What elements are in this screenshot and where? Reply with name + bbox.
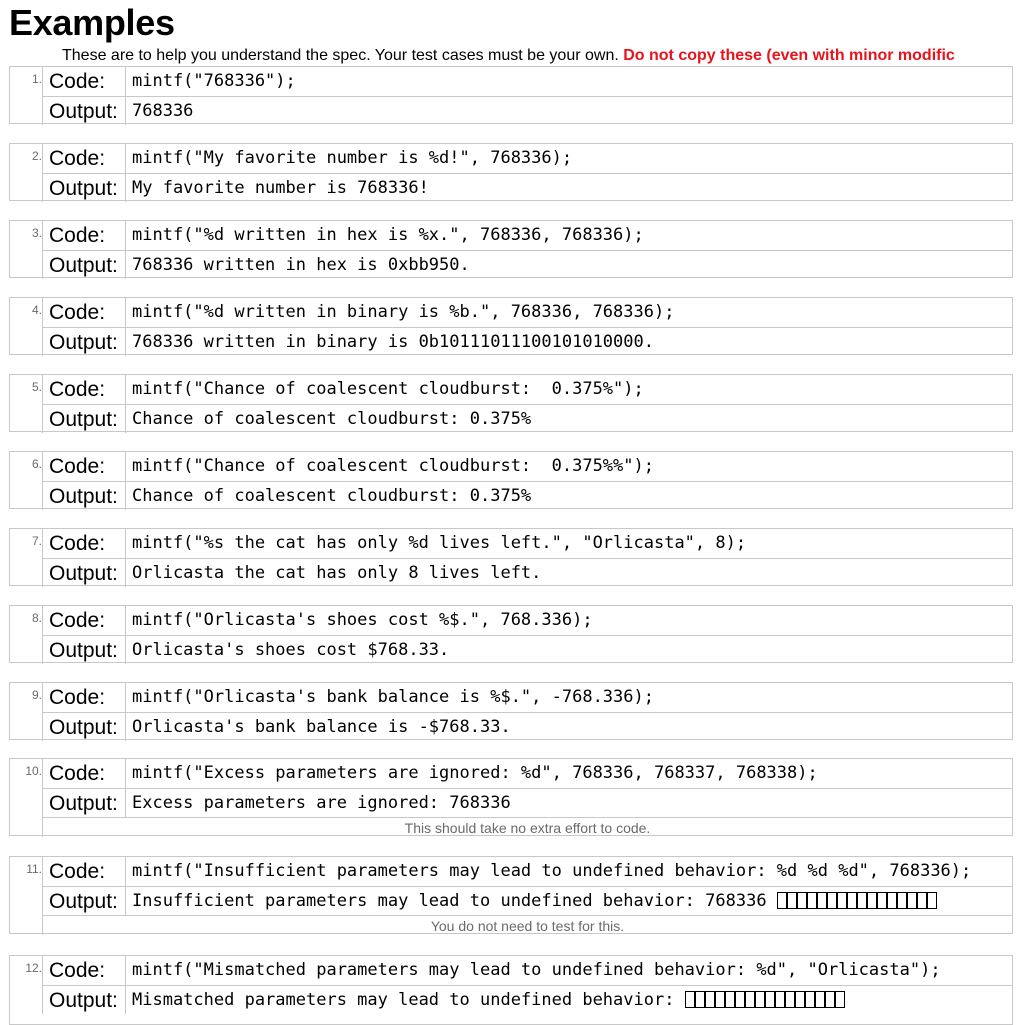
output-label: Output: (49, 177, 118, 200)
output-label: Output: (49, 100, 118, 123)
tofu-glyph-icon (857, 892, 867, 909)
output-value: My favorite number is 768336! (125, 174, 1012, 202)
code-row (42, 221, 1012, 250)
output-row (42, 96, 1012, 125)
tofu-glyph-icon (917, 892, 927, 909)
code-label: Code: (49, 686, 106, 709)
code-row (42, 759, 1012, 788)
code-value: mintf("Chance of coalescent cloudburst: 0.375%"); (125, 375, 1012, 404)
output-value (125, 986, 1012, 1014)
code-label: Code: (49, 224, 106, 247)
output-value: Chance of coalescent cloudburst: 0.375% (125, 482, 1012, 510)
intro-sentence: These are to help you understand the spec. Your test cases must be your own. (62, 47, 619, 64)
tofu-glyph-icon (817, 892, 827, 909)
example-number: 7. (31, 534, 42, 548)
code-row (42, 857, 1012, 886)
output-label: Output: (49, 562, 118, 585)
code-row (42, 452, 1012, 481)
example-note: This should take no extra effort to code. (42, 817, 1012, 837)
example-1 (9, 66, 1013, 124)
tofu-glyph-icon (837, 892, 847, 909)
tofu-glyph-icon (755, 991, 765, 1008)
intro-text (62, 46, 955, 66)
output-value: Orlicasta the cat has only 8 lives left. (125, 559, 1012, 587)
code-label: Code: (49, 609, 106, 632)
example-11 (9, 856, 1013, 934)
code-value: mintf("%d written in hex is %x.", 768336, 768336); (125, 221, 1012, 250)
tofu-glyph-icon (907, 892, 917, 909)
intro-warning: Do not copy these (even with minor modific (623, 47, 955, 64)
code-row (42, 606, 1012, 635)
page-title: Examples (9, 2, 175, 43)
code-row (42, 956, 1012, 985)
tofu-glyph-icon (887, 892, 897, 909)
output-row (42, 712, 1012, 741)
code-row (42, 67, 1012, 96)
code-label: Code: (49, 762, 106, 785)
tofu-glyph-icon (787, 892, 797, 909)
output-row (42, 558, 1012, 587)
example-4 (9, 297, 1013, 355)
example-number: 11. (26, 862, 42, 876)
tofu-glyph-icon (805, 991, 815, 1008)
output-label: Output: (49, 989, 118, 1012)
output-label: Output: (49, 716, 118, 739)
code-label: Code: (49, 301, 106, 324)
code-label: Code: (49, 860, 106, 883)
code-value: mintf("Excess parameters are ignored: %d", 768336, 768337, 768338); (125, 759, 1012, 788)
code-label: Code: (49, 959, 106, 982)
output-text: Insufficient parameters may lead to undefined behavior: 768336 (132, 891, 777, 911)
garbage-glyphs (777, 890, 937, 915)
tofu-glyph-icon (807, 892, 817, 909)
code-value: mintf("Chance of coalescent cloudburst: 0.375%%"); (125, 452, 1012, 481)
code-label: Code: (49, 532, 106, 555)
example-3 (9, 220, 1013, 278)
tofu-glyph-icon (765, 991, 775, 1008)
output-label: Output: (49, 639, 118, 662)
example-number: 9. (31, 688, 42, 702)
example-number: 10. (25, 764, 42, 778)
tofu-glyph-icon (795, 991, 805, 1008)
example-7 (9, 528, 1013, 586)
tofu-glyph-icon (897, 892, 907, 909)
tofu-glyph-icon (695, 991, 705, 1008)
tofu-glyph-icon (685, 991, 695, 1008)
tofu-glyph-icon (705, 991, 715, 1008)
output-value (125, 887, 1012, 915)
example-number: 2. (31, 149, 42, 163)
output-value: Excess parameters are ignored: 768336 (125, 789, 1012, 817)
output-row (42, 788, 1012, 817)
tofu-glyph-icon (847, 892, 857, 909)
output-row (42, 404, 1012, 433)
example-10 (9, 758, 1013, 836)
example-number: 8. (31, 611, 42, 625)
output-label: Output: (49, 485, 118, 508)
code-row (42, 144, 1012, 173)
code-value: mintf("%s the cat has only %d lives left.", "Orlicasta", 8); (125, 529, 1012, 558)
example-number: 3. (31, 226, 42, 240)
tofu-glyph-icon (777, 892, 787, 909)
example-note: You do not need to test for this. (42, 915, 1012, 935)
tofu-glyph-icon (745, 991, 755, 1008)
example-2 (9, 143, 1013, 201)
tofu-glyph-icon (835, 991, 845, 1008)
example-6 (9, 451, 1013, 509)
output-value: 768336 written in binary is 0b10111011100101010000. (125, 328, 1012, 356)
output-value: Orlicasta's shoes cost $768.33. (125, 636, 1012, 664)
code-label: Code: (49, 378, 106, 401)
output-row (42, 327, 1012, 356)
code-row (42, 683, 1012, 712)
output-row (42, 250, 1012, 279)
output-text: Mismatched parameters may lead to undefined behavior: (132, 990, 685, 1010)
code-row (42, 529, 1012, 558)
output-row (42, 481, 1012, 510)
example-5 (9, 374, 1013, 432)
tofu-glyph-icon (735, 991, 745, 1008)
example-8 (9, 605, 1013, 663)
tofu-glyph-icon (775, 991, 785, 1008)
output-row (42, 635, 1012, 664)
tofu-glyph-icon (927, 892, 937, 909)
code-label: Code: (49, 147, 106, 170)
example-9 (9, 682, 1013, 740)
output-value: Orlicasta's bank balance is -$768.33. (125, 713, 1012, 741)
output-row (42, 985, 1012, 1014)
code-value: mintf("Mismatched parameters may lead to undefined behavior: %d", "Orlicasta"); (125, 956, 1012, 985)
output-label: Output: (49, 331, 118, 354)
example-number: 12. (25, 961, 42, 975)
output-label: Output: (49, 890, 118, 913)
tofu-glyph-icon (827, 892, 837, 909)
code-row (42, 298, 1012, 327)
output-value: Chance of coalescent cloudburst: 0.375% (125, 405, 1012, 433)
example-number: 1. (31, 72, 42, 86)
output-value: 768336 (125, 97, 1012, 125)
example-number: 6. (31, 457, 42, 471)
example-number: 4. (31, 303, 42, 317)
garbage-glyphs (685, 989, 845, 1014)
code-value: mintf("My favorite number is %d!", 768336); (125, 144, 1012, 173)
tofu-glyph-icon (797, 892, 807, 909)
example-12 (9, 955, 1013, 1025)
code-value: mintf("Orlicasta's bank balance is %$.", -768.336); (125, 683, 1012, 712)
tofu-glyph-icon (715, 991, 725, 1008)
tofu-glyph-icon (725, 991, 735, 1008)
tofu-glyph-icon (867, 892, 877, 909)
code-value: mintf("Insufficient parameters may lead to undefined behavior: %d %d %d", 768336); (125, 857, 1012, 886)
output-label: Output: (49, 408, 118, 431)
code-value: mintf("768336"); (125, 67, 1012, 96)
example-number: 5. (31, 380, 42, 394)
output-row (42, 173, 1012, 202)
tofu-glyph-icon (825, 991, 835, 1008)
code-label: Code: (49, 455, 106, 478)
code-value: mintf("Orlicasta's shoes cost %$.", 768.336); (125, 606, 1012, 635)
output-row (42, 886, 1012, 915)
output-label: Output: (49, 254, 118, 277)
code-row (42, 375, 1012, 404)
tofu-glyph-icon (815, 991, 825, 1008)
output-value: 768336 written in hex is 0xbb950. (125, 251, 1012, 279)
output-label: Output: (49, 792, 118, 815)
tofu-glyph-icon (877, 892, 887, 909)
code-label: Code: (49, 70, 106, 93)
code-value: mintf("%d written in binary is %b.", 768336, 768336); (125, 298, 1012, 327)
tofu-glyph-icon (785, 991, 795, 1008)
